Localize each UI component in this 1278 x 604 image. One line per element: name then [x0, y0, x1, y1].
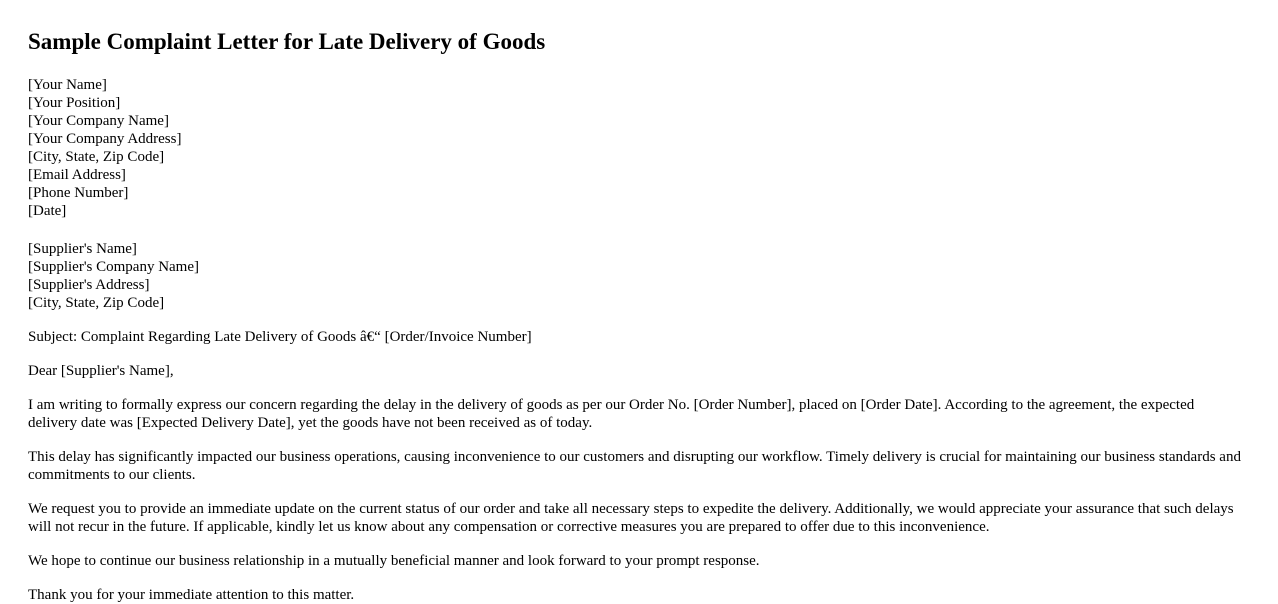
body-paragraph-impact: This delay has significantly impacted our business operations, causing inconvenience to our customers and disrupting our workflow. Timely delivery is crucial for maintaining our business standards and commitments to our clients. [28, 449, 1241, 483]
letter-document [28, 0, 1243, 604]
sender-company-name: [Your Company Name] [28, 113, 169, 129]
letter-date: [Date] [28, 203, 67, 219]
sender-name: [Your Name] [28, 77, 107, 93]
recipient-company-name: [Supplier's Company Name] [28, 259, 200, 275]
recipient-address-block [28, 240, 1243, 312]
recipient-city-state-zip: [City, State, Zip Code] [28, 295, 165, 311]
sender-position: [Your Position] [28, 95, 121, 111]
body-paragraph-closing: We hope to continue our business relationship in a mutually beneficial manner and look forward to your prompt response. [28, 553, 760, 569]
sender-company-address: [Your Company Address] [28, 131, 182, 147]
body-paragraph-intro: I am writing to formally express our concern regarding the delay in the delivery of goods as per our Order No. [Order Number], placed on [Order Date]. According to the agreement, the expected delivery date was [Expected Delivery Date], yet the goods have not been received as of today. [28, 397, 1195, 431]
body-paragraph-request: We request you to provide an immediate update on the current status of our order and take all necessary steps to expedite the delivery. Additionally, we would appreciate your assurance that such delays will not recur in the future. If applicable, kindly let us know about any compensation or corrective measures you are prepared to offer due to this inconvenience. [28, 501, 1234, 535]
recipient-name: [Supplier's Name] [28, 241, 137, 257]
body-paragraph-thanks: Thank you for your immediate attention to this matter. [28, 587, 355, 603]
sender-city-state-zip: [City, State, Zip Code] [28, 149, 165, 165]
sender-email: [Email Address] [28, 167, 126, 183]
salutation: Dear [Supplier's Name], [28, 363, 174, 379]
recipient-address: [Supplier's Address] [28, 277, 150, 293]
sender-address-block [28, 76, 1243, 220]
page-title: Sample Complaint Letter for Late Delivery of Goods [28, 29, 546, 54]
sender-phone: [Phone Number] [28, 185, 129, 201]
subject-line: Subject: Complaint Regarding Late Delivery of Goods â€“ [Order/Invoice Number] [28, 329, 532, 345]
